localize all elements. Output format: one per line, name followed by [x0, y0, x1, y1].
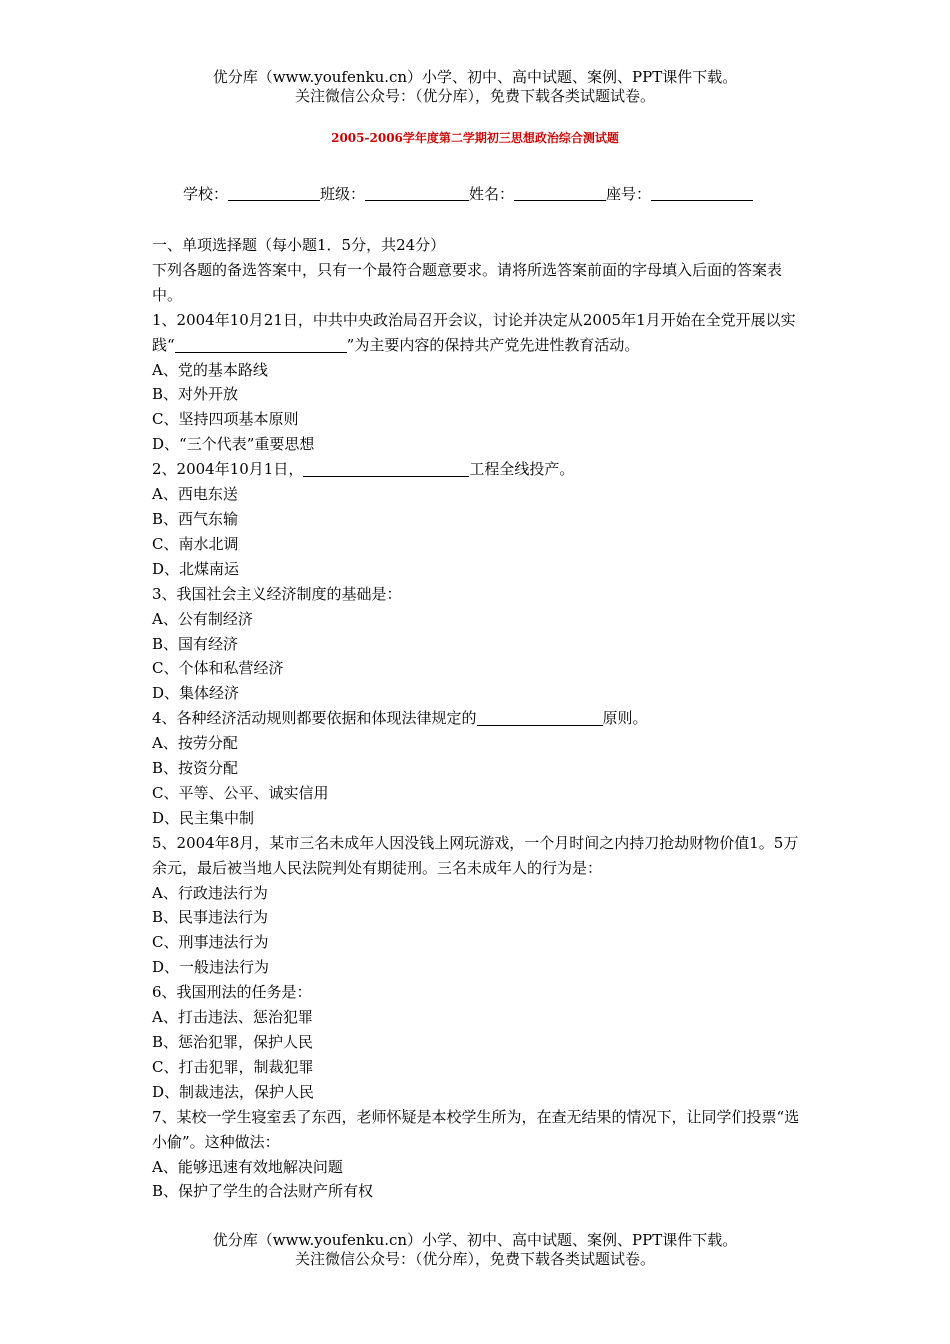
- section-heading: 一、单项选择题（每小题1．5分，共24分）: [152, 236, 446, 254]
- header-line-2: 关注微信公众号：（优分库），免费下载各类试题试卷。: [294, 87, 655, 105]
- name-blank[interactable]: [514, 185, 606, 201]
- exam-title: 2005-2006学年度第二学期初三思想政治综合测试题: [331, 131, 619, 145]
- answer-option: B、国有经济: [152, 634, 239, 653]
- seat-label: 座号：: [606, 185, 652, 203]
- name-label: 姓名：: [469, 185, 515, 203]
- answer-option: D、集体经济: [152, 684, 240, 703]
- question-text: 原则。: [602, 709, 648, 728]
- answer-option: A、按劳分配: [152, 734, 238, 753]
- answer-option: A、公有制经济: [152, 609, 253, 628]
- question-text: 2、2004年10月1日，: [152, 460, 304, 479]
- fill-blank[interactable]: [477, 709, 603, 726]
- answer-option: D、北煤南运: [152, 559, 240, 578]
- answer-option: D、“三个代表”重要思想: [152, 435, 315, 454]
- page-header: [0, 68, 950, 106]
- answer-option: C、坚持四项基本原则: [152, 410, 299, 429]
- exam-content: [152, 233, 804, 1204]
- answer-option: B、惩治犯罪，保护人民: [152, 1033, 314, 1051]
- answer-option: A、打击违法、惩治犯罪: [152, 1008, 313, 1027]
- answer-option: B、对外开放: [152, 385, 239, 404]
- question-stem: [152, 308, 804, 358]
- answer-option: B、按资分配: [152, 759, 239, 778]
- answer-option: D、制裁违法，保护人民: [152, 1082, 315, 1101]
- question-text: 1、2004年10月21日，中共中央政治局召开会议，讨论并决定从2005年1月开始在全党开展以实践“: [152, 310, 796, 354]
- page-footer: [0, 1231, 950, 1269]
- answer-option: C、南水北调: [152, 534, 239, 553]
- header-line-1: 优分库（www.youfenku.cn）小学、初中、高中试题、案例、PPT课件下载。: [212, 68, 738, 86]
- answer-option: C、打击犯罪，制裁犯罪: [152, 1057, 314, 1076]
- answer-option: C、个体和私营经济: [152, 659, 284, 678]
- footer-line-2: 关注微信公众号：（优分库），免费下载各类试题试卷。: [294, 1250, 655, 1268]
- student-info-fields: [183, 183, 753, 204]
- question-stem: 3、我国社会主义经济制度的基础是：: [152, 584, 402, 603]
- answer-option: A、西电东送: [152, 485, 238, 504]
- question-stem: 6、我国刑法的任务是：: [152, 983, 312, 1002]
- fill-blank[interactable]: [175, 336, 347, 353]
- question-text: 4、各种经济活动规则都要依据和体现法律规定的: [152, 709, 477, 728]
- answer-option: D、一般违法行为: [152, 958, 270, 977]
- question-text: ”为主要内容的保持共产党先进性教育活动。: [346, 335, 640, 354]
- school-label: 学校：: [183, 185, 229, 203]
- answer-option: B、保护了学生的合法财产所有权: [152, 1182, 374, 1201]
- class-blank[interactable]: [365, 185, 469, 201]
- question-text: 工程全线投产。: [469, 460, 575, 479]
- question-stem: 5、2004年8月，某市三名未成年人因没钱上网玩游戏，一个月时间之内持刀抢劫财物价值1。5万余元，最后被当地人民法院判处有期徒刑。三名未成年人的行为是：: [152, 833, 799, 877]
- question-stem: [152, 706, 804, 731]
- school-blank[interactable]: [228, 185, 320, 201]
- answer-option: B、民事违法行为: [152, 908, 269, 927]
- answer-option: A、能够迅速有效地解决问题: [152, 1157, 343, 1176]
- answer-option: B、西气东输: [152, 509, 239, 528]
- footer-line-1: 优分库（www.youfenku.cn）小学、初中、高中试题、案例、PPT课件下载。: [212, 1231, 738, 1249]
- answer-option: C、刑事违法行为: [152, 933, 269, 952]
- answer-option: D、民主集中制: [152, 808, 255, 827]
- answer-option: C、平等、公平、诚实信用: [152, 783, 329, 802]
- fill-blank[interactable]: [303, 460, 469, 477]
- answer-option: A、行政违法行为: [152, 883, 268, 902]
- seat-blank[interactable]: [651, 185, 753, 201]
- section-instruction: 下列各题的备选答案中，只有一个最符合题意要求。请将所选答案前面的字母填入后面的答案表中。: [152, 260, 783, 304]
- answer-option: A、党的基本路线: [152, 360, 268, 379]
- question-stem: [152, 457, 804, 482]
- question-stem: 7、某校一学生寝室丢了东西，老师怀疑是本校学生所为，在查无结果的情况下，让同学们投票“选小偷”。这种做法：: [152, 1107, 800, 1151]
- class-label: 班级：: [320, 185, 366, 203]
